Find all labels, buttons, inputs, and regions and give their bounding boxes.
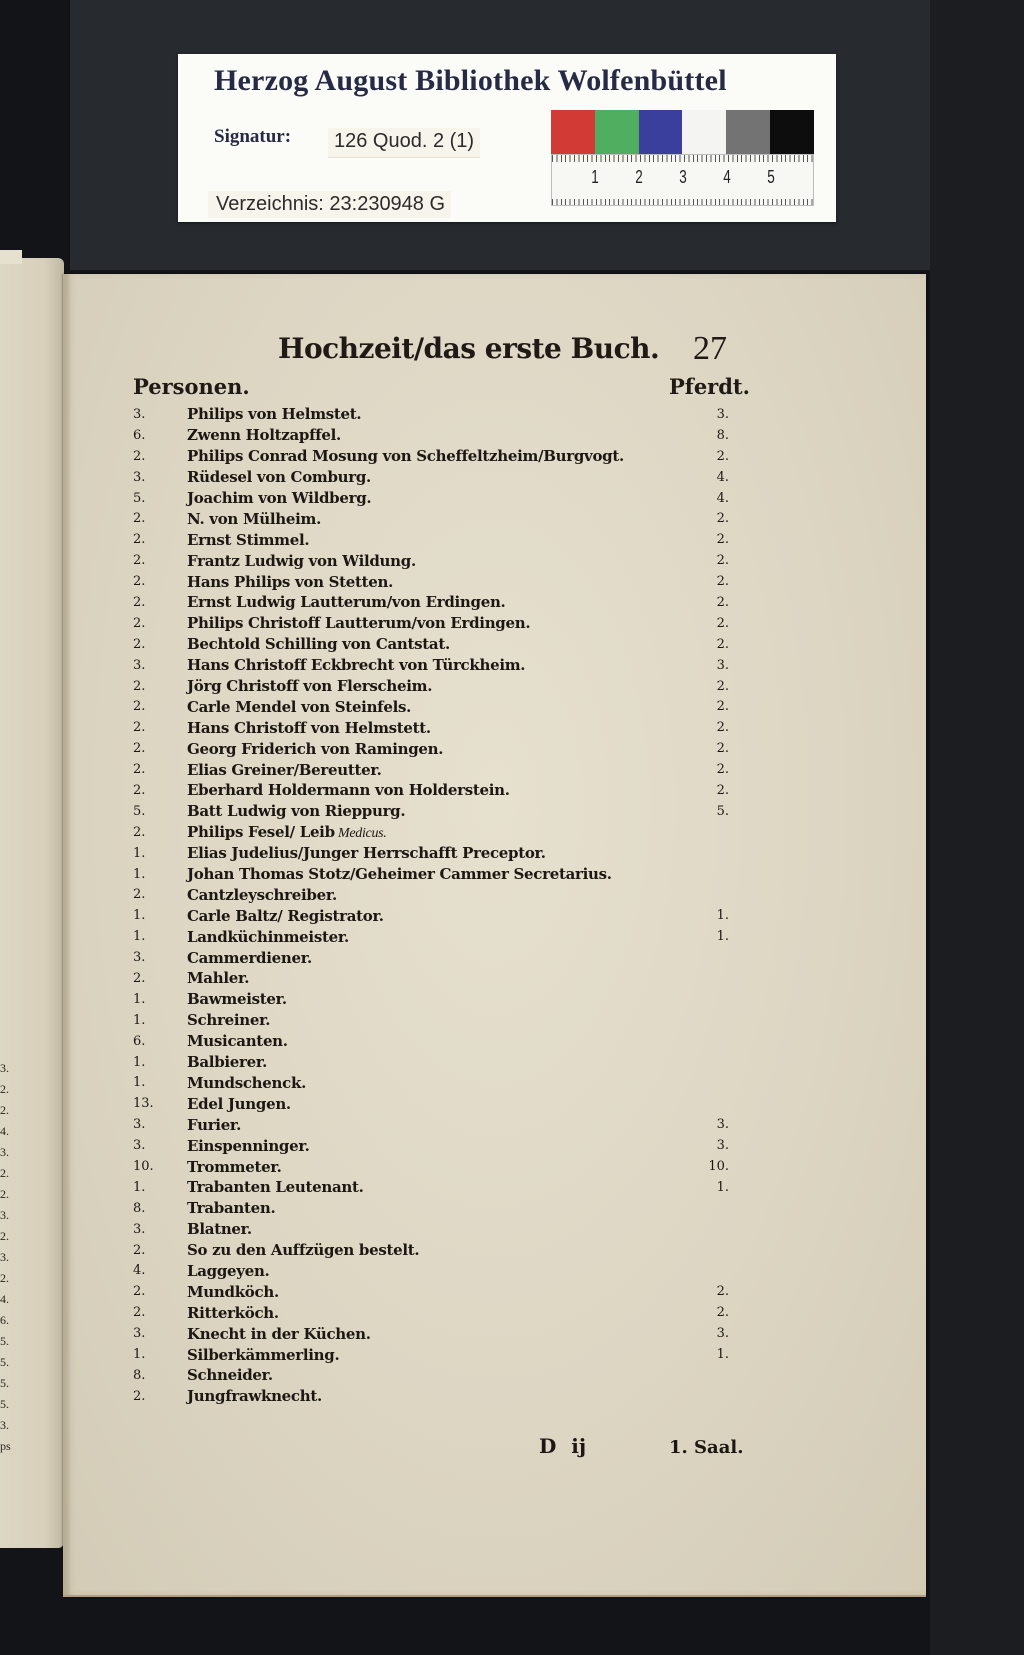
persons-count: 1.	[133, 845, 146, 861]
attendee-name: Zwenn Holtzapffel.	[187, 426, 341, 445]
color-calibration-strip	[551, 110, 814, 154]
persons-count: 2.	[133, 782, 146, 798]
horses-count: 2.	[716, 1305, 729, 1321]
ruler-number: 2	[635, 167, 643, 187]
roster-row	[133, 1219, 713, 1240]
column-header-persons: Personen.	[133, 374, 250, 399]
attendee-name: Blatner.	[187, 1220, 252, 1239]
roster-row	[133, 801, 729, 822]
horses-count: 2.	[716, 1284, 729, 1300]
persons-count: 2.	[133, 448, 146, 464]
roster-row	[133, 696, 729, 717]
persons-count: 3.	[133, 406, 146, 422]
facing-page-number: 5.	[0, 1376, 9, 1390]
persons-count: 2.	[133, 511, 146, 527]
roster-row	[133, 822, 713, 843]
facing-page-number: 5.	[0, 1334, 9, 1348]
persons-count: 8.	[133, 1200, 146, 1216]
institution-name: Herzog August Bibliothek Wolfenbüttel	[214, 64, 727, 97]
roster-row	[133, 1031, 713, 1052]
persons-count: 1.	[133, 1054, 146, 1070]
attendee-name: Elias Judelius/Junger Herrschafft Preceptor.	[187, 844, 546, 863]
roster-row	[133, 1281, 729, 1302]
persons-count: 2.	[133, 824, 146, 840]
roster-row	[133, 550, 729, 571]
horses-count: 4.	[716, 469, 729, 485]
horses-count: 1.	[716, 908, 729, 924]
roster-row	[133, 738, 729, 759]
facing-page-number: 2.	[0, 1271, 9, 1285]
attendee-name: Elias Greiner/Bereutter.	[187, 760, 382, 779]
attendee-name: Trabanten Leutenant.	[187, 1178, 364, 1197]
roster-row	[133, 508, 729, 529]
persons-count: 2.	[133, 762, 146, 778]
attendee-name: Rüdesel von Comburg.	[187, 468, 371, 487]
attendee-name: Johan Thomas Stotz/Geheimer Cammer Secretarius.	[187, 865, 612, 884]
roster-row	[133, 488, 729, 509]
roster-row	[133, 989, 713, 1010]
facing-page-number: 3.	[0, 1250, 9, 1264]
roster-row	[133, 884, 713, 905]
attendee-name: Edel Jungen.	[187, 1094, 291, 1113]
ruler-number: 5	[767, 167, 775, 187]
roster-row	[133, 634, 729, 655]
persons-count: 2.	[133, 699, 146, 715]
roster-row	[133, 467, 729, 488]
persons-count: 1.	[133, 991, 146, 1007]
roster-row	[133, 1344, 729, 1365]
attendee-name: Schneider.	[187, 1366, 273, 1385]
persons-count: 6.	[133, 1033, 146, 1049]
attendee-name: Mundköch.	[187, 1282, 279, 1301]
roster-row	[133, 1093, 713, 1114]
horses-count: 2.	[716, 678, 729, 694]
horses-count: 10.	[708, 1159, 729, 1174]
roster-row	[133, 1135, 729, 1156]
roster-row	[133, 676, 729, 697]
horses-count: 3.	[716, 1117, 729, 1133]
attendee-name: Jungfrawknecht.	[187, 1387, 322, 1406]
attendee-name: Philips Fesel/ Leib Medicus.	[187, 822, 387, 841]
attendee-name: Furier.	[187, 1115, 242, 1134]
catchword: 1. Saal.	[669, 1437, 744, 1458]
attendee-name: Ernst Ludwig Lautterum/von Erdingen.	[187, 593, 506, 612]
horses-count: 3.	[716, 406, 729, 422]
persons-count: 2.	[133, 1388, 146, 1404]
attendee-name: Mahler.	[187, 969, 250, 988]
roster-row	[133, 947, 713, 968]
roster-list	[133, 404, 729, 1407]
attendee-name: Hans Christoff Eckbrecht von Türckheim.	[187, 656, 526, 675]
roster-row	[133, 1177, 729, 1198]
facing-page-number: 2.	[0, 1082, 9, 1096]
persons-count: 8.	[133, 1367, 146, 1383]
attendee-name: Bechtold Schilling von Cantstat.	[187, 635, 450, 654]
attendee-name: Carle Baltz/ Registrator.	[187, 906, 384, 925]
verzeichnis-value: Verzeichnis: 23:230948 G	[208, 191, 451, 218]
roster-row	[133, 1323, 729, 1344]
persons-count: 2.	[133, 1284, 146, 1300]
attendee-name: Balbierer.	[187, 1053, 268, 1072]
attendee-name: Silberkämmerling.	[187, 1345, 340, 1364]
persons-count: 2.	[133, 532, 146, 548]
color-patch	[595, 110, 639, 154]
horses-count: 3.	[716, 1326, 729, 1342]
roster-row	[133, 446, 729, 467]
horses-count: 2.	[716, 636, 729, 652]
horses-count: 1.	[716, 1179, 729, 1195]
roster-row	[133, 1052, 713, 1073]
attendee-name: Philips Christoff Lautterum/von Erdingen.	[187, 614, 531, 633]
horses-count: 3.	[716, 1138, 729, 1154]
roster-row	[133, 655, 729, 676]
horses-count: 2.	[716, 511, 729, 527]
horses-count: 4.	[716, 490, 729, 506]
persons-count: 2.	[133, 1305, 146, 1321]
attendee-name-italic: Medicus.	[334, 825, 387, 841]
facing-page-number: 2.	[0, 1166, 9, 1180]
horses-count: 2.	[716, 574, 729, 590]
roster-row	[133, 1365, 713, 1386]
persons-count: 3.	[133, 950, 146, 966]
horses-count: 5.	[716, 803, 729, 819]
persons-count: 13.	[133, 1096, 154, 1112]
color-patch	[639, 110, 683, 154]
horses-count: 2.	[716, 699, 729, 715]
persons-count: 3.	[133, 1138, 146, 1154]
roster-row	[133, 404, 729, 425]
roster-row	[133, 1156, 729, 1177]
attendee-name: Cammerdiener.	[187, 948, 312, 967]
attendee-name: Batt Ludwig von Rieppurg.	[187, 802, 406, 821]
persons-count: 3.	[133, 1117, 146, 1133]
roster-row	[133, 425, 729, 446]
attendee-name: Jörg Christoff von Flerscheim.	[187, 677, 433, 696]
attendee-name: Trommeter.	[187, 1157, 282, 1176]
persons-count: 1.	[133, 1075, 146, 1091]
attendee-name: Mundschenck.	[187, 1073, 306, 1092]
roster-row	[133, 780, 729, 801]
persons-count: 1.	[133, 1179, 146, 1195]
attendee-name: Joachim von Wildberg.	[187, 489, 372, 507]
attendee-name: Laggeyen.	[187, 1261, 270, 1280]
horses-count: 2.	[716, 594, 729, 610]
book-page	[63, 274, 926, 1597]
ruler-number: 1	[591, 167, 599, 187]
facing-page-number: 4.	[0, 1292, 9, 1306]
persons-count: 1.	[133, 1347, 146, 1363]
horses-count: 2.	[716, 762, 729, 778]
persons-count: 2.	[133, 636, 146, 652]
horses-count: 8.	[716, 427, 729, 443]
facing-page-number: 3.	[0, 1208, 9, 1222]
color-patch	[726, 110, 770, 154]
roster-row	[133, 843, 713, 864]
page-gutter	[63, 274, 71, 1595]
signatur-value: 126 Quod. 2 (1)	[328, 128, 480, 158]
roster-row	[133, 759, 729, 780]
roster-row	[133, 613, 729, 634]
persons-count: 2.	[133, 615, 146, 631]
attendee-name: Landküchinmeister.	[187, 927, 349, 946]
facing-page-number: 3.	[0, 1061, 9, 1075]
roster-row	[133, 529, 729, 550]
attendee-name: Georg Friderich von Ramingen.	[187, 739, 444, 758]
persons-count: 2.	[133, 553, 146, 569]
facing-page-number: 3.	[0, 1145, 9, 1159]
roster-row	[133, 1198, 713, 1219]
persons-count: 2.	[133, 970, 146, 986]
background-right	[930, 0, 1024, 1655]
facing-page-number: 2.	[0, 1187, 9, 1201]
facing-page-number: ps	[0, 1439, 11, 1453]
roster-row	[133, 1073, 713, 1094]
persons-count: 5.	[133, 803, 146, 819]
facing-page-number: 4.	[0, 1124, 9, 1138]
facing-page-tab	[0, 250, 22, 264]
attendee-name: Einspenninger.	[187, 1136, 310, 1155]
roster-row	[133, 905, 729, 926]
horses-count: 2.	[716, 448, 729, 464]
persons-count: 2.	[133, 574, 146, 590]
roster-row	[133, 1114, 729, 1135]
facing-page-number: 5.	[0, 1397, 9, 1411]
library-label-card	[178, 54, 836, 222]
horses-count: 2.	[716, 720, 729, 736]
facing-page-number: 6.	[0, 1313, 9, 1327]
roster-row	[133, 864, 713, 885]
persons-count: 5.	[133, 490, 146, 506]
facing-page-number: 3.	[0, 1418, 9, 1432]
attendee-name: Cantzleyschreiber.	[187, 885, 337, 904]
roster-row	[133, 968, 713, 989]
persons-count: 2.	[133, 1242, 146, 1258]
horses-count: 1.	[716, 1347, 729, 1363]
horses-count: 2.	[716, 532, 729, 548]
attendee-name: Eberhard Holdermann von Holderstein.	[187, 781, 510, 800]
persons-count: 3.	[133, 1221, 146, 1237]
attendee-name: Philips von Helmstet.	[187, 405, 362, 424]
attendee-name: Ernst Stimmel.	[187, 530, 310, 549]
facing-page-numbers	[0, 1058, 20, 1457]
persons-count: 3.	[133, 469, 146, 485]
attendee-name: Hans Philips von Stetten.	[187, 572, 394, 591]
attendee-name: Carle Mendel von Steinfels.	[187, 697, 412, 716]
horses-count: 2.	[716, 741, 729, 757]
persons-count: 6.	[133, 427, 146, 443]
roster-row	[133, 1261, 713, 1282]
ruler-number: 3	[679, 167, 687, 187]
attendee-name: Knecht in der Küchen.	[187, 1324, 371, 1343]
ruler-number: 4	[723, 167, 731, 187]
horses-count: 2.	[716, 782, 729, 798]
roster-row	[133, 926, 729, 947]
horses-count: 3.	[716, 657, 729, 673]
measurement-ruler	[551, 154, 814, 206]
running-head: Hochzeit/das erste Buch.	[278, 332, 660, 365]
persons-count: 1.	[133, 908, 146, 924]
facing-page-edge	[0, 258, 64, 1548]
persons-count: 2.	[133, 720, 146, 736]
color-patch	[682, 110, 726, 154]
facing-page-number: 2.	[0, 1103, 9, 1117]
roster-row	[133, 717, 729, 738]
signature-mark: D ij	[539, 1434, 587, 1458]
attendee-name: Ritterköch.	[187, 1303, 279, 1322]
persons-count: 2.	[133, 594, 146, 610]
persons-count: 1.	[133, 1012, 146, 1028]
roster-row	[133, 571, 729, 592]
attendee-name: Bawmeister.	[187, 990, 287, 1009]
persons-count: 2.	[133, 741, 146, 757]
column-header-horses: Pferdt.	[669, 374, 750, 399]
persons-count: 2.	[133, 678, 146, 694]
roster-row	[133, 1010, 713, 1031]
attendee-name: N. von Mülheim.	[187, 509, 321, 528]
persons-count: 10.	[133, 1159, 154, 1174]
attendee-name: Musicanten.	[187, 1032, 288, 1051]
horses-count: 1.	[716, 929, 729, 945]
page-number: 27	[693, 330, 727, 367]
attendee-name: Frantz Ludwig von Wildung.	[187, 551, 416, 570]
signatur-label: Signatur:	[214, 126, 292, 147]
color-patch	[551, 110, 595, 154]
persons-count: 1.	[133, 929, 146, 945]
persons-count: 1.	[133, 866, 146, 882]
facing-page-number: 2.	[0, 1229, 9, 1243]
attendee-name: Schreiner.	[187, 1011, 271, 1030]
roster-row	[133, 1302, 729, 1323]
attendee-name: Philips Conrad Mosung von Scheffeltzheim/Burgvogt.	[187, 447, 624, 466]
persons-count: 3.	[133, 1326, 146, 1342]
horses-count: 2.	[716, 553, 729, 569]
attendee-name: Hans Christoff von Helmstett.	[187, 718, 431, 737]
facing-page-number: 5.	[0, 1355, 9, 1369]
horses-count: 2.	[716, 615, 729, 631]
persons-count: 2.	[133, 887, 146, 903]
roster-row	[133, 592, 729, 613]
roster-row	[133, 1386, 713, 1407]
persons-count: 4.	[133, 1263, 146, 1279]
persons-count: 3.	[133, 657, 146, 673]
roster-row	[133, 1240, 713, 1261]
attendee-name: Trabanten.	[187, 1199, 276, 1218]
color-patch	[770, 110, 814, 154]
attendee-name: So zu den Auffzügen bestelt.	[187, 1241, 420, 1260]
